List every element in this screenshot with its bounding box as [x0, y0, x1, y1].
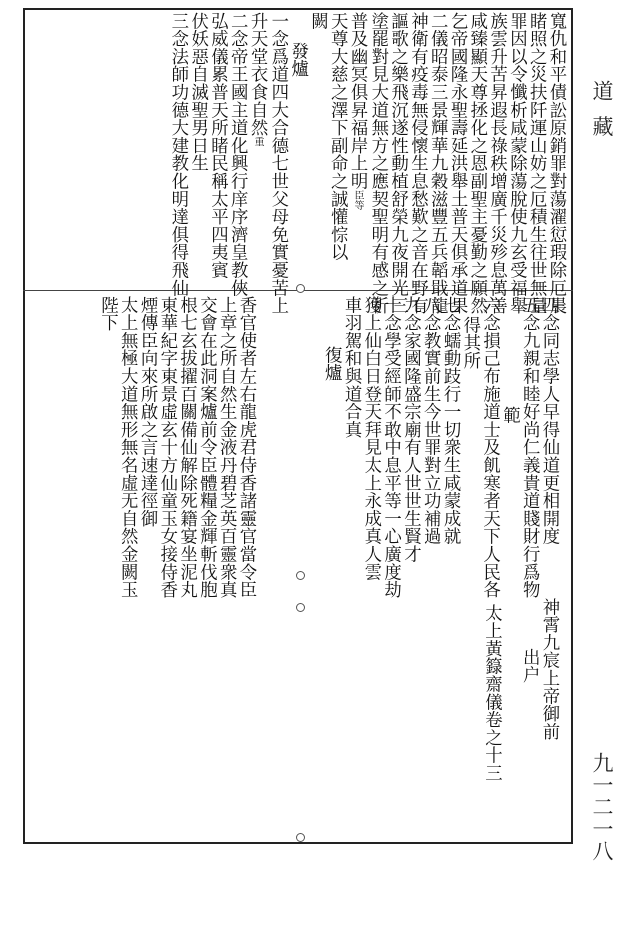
- text-line: 四念同志學人早得仙道更相開度: [539, 296, 559, 546]
- text-line: 八念教實前生今世罪對立功補過: [420, 296, 441, 546]
- text-line: 車羽駕和與道合真: [341, 296, 362, 439]
- text-line: 塗罷對見大道無方之應契聖明有感之祈: [367, 12, 388, 315]
- section-heading-fulu: 復爐: [321, 346, 342, 382]
- text-line: 根七玄拔擢百關備仙解除死籍宴坐泥丸: [176, 296, 197, 599]
- text-line: 七念蠕動跂行一切衆生咸蒙成就: [440, 296, 461, 546]
- text-line: 五念九親和睦好尚仁義貴道賤財行爲物: [519, 296, 540, 599]
- text-line: 一念爲道四大合德七世父母免實憂苦上: [267, 12, 288, 315]
- text-line: 咸臻顯天尊拯化之恩副聖主憂勤之願然: [466, 12, 487, 315]
- text-line: 太上無極大道無形無名虛无自然金闕玉: [117, 296, 138, 599]
- volume-title: 太上黃籙齋儀卷之十三: [481, 604, 502, 782]
- annotation: 臣等: [352, 190, 364, 210]
- collection-label: 道 藏: [590, 80, 614, 141]
- text-line: 弘威儀累普天所睹民稱太平四夷賓: [207, 12, 228, 279]
- annotation: 命之誠懽悰以: [327, 154, 348, 262]
- binding-hole: [296, 571, 305, 580]
- text-line: 神衛有疫毒無侵懷生息愁歎之音在野有: [407, 12, 428, 315]
- text-line: 上章之所自然生金液丹碧芝英百靈衆真: [216, 296, 237, 599]
- upper-text-block: [167, 12, 566, 315]
- text-line: 十念學受經師不敢中息平等一心廣度劫: [380, 296, 401, 599]
- text-line: 族雲升苦昇遐長祿秩增廣千災殄息萬善: [486, 12, 507, 315]
- text-line: 香官使者左右龍虎君侍香諸靈官當令臣: [236, 296, 256, 599]
- text-line: 六念損己布施道士及飢寒者天下人民各: [479, 296, 500, 599]
- text-line: 三念法師功德大建教化明達俱得飛仙: [167, 12, 188, 297]
- title-block: [481, 598, 558, 838]
- text-line: 謳歌之樂飛沉遂性動植舒榮九夜開光三: [387, 12, 408, 315]
- text-line: 陛下: [97, 296, 118, 332]
- que-marker: 闕: [307, 12, 328, 30]
- binding-hole: [296, 284, 305, 293]
- right-text-block: [320, 296, 559, 599]
- page-number: 九一二一八: [590, 752, 614, 862]
- text-line: 得其所: [459, 316, 480, 370]
- text-line: 獲上仙白日登天拜見太上永成真人雲: [360, 296, 381, 581]
- text-line: 天尊大慈之澤下副命之誠懽悰以: [327, 12, 348, 262]
- text-line: 寬仇和平債訟原銷罪對蕩濯愆瑕除厄晨: [546, 12, 566, 315]
- lower-text-block: [97, 296, 256, 599]
- binding-hole: [296, 833, 305, 842]
- text-line: 出户: [519, 648, 540, 684]
- text-line: 升天堂衣食自然重: [247, 12, 268, 147]
- text-line: 罪因以令懺析咸蒙除蕩脫使九玄受福舉: [506, 12, 527, 315]
- text-line: 九念家國隆盛宗廟有人世世生賢才: [400, 296, 421, 563]
- text-line: 範: [499, 406, 520, 424]
- text-line: 伏妖惡自滅聖男日生: [187, 12, 208, 173]
- text-line: 二儀昭泰三景輝華九穀滋豐五兵韜戢龍: [427, 12, 448, 315]
- annotation: 重: [252, 136, 264, 147]
- text-line: 普及幽冥俱昇福岸上明臣等: [347, 12, 368, 210]
- text-line: 東華紀字東景虛玄十方仙童玉女接侍香: [156, 296, 177, 599]
- text-line: 睹照之災扶阡運山妨之厄積生往世無量: [526, 12, 547, 315]
- text-line: 煙傳臣向來所啟之言速達徑御: [137, 296, 158, 528]
- text-line: 交會在此洞案爐前令臣體糧金輝斬伐胞: [196, 296, 217, 599]
- binding-hole: [296, 603, 305, 612]
- text-line: 二念帝王國主道化興行庠序濟皇教俠: [227, 12, 248, 297]
- text-line: 神霄九宸上帝御前: [539, 598, 559, 741]
- section-heading-falu: 發爐: [287, 42, 308, 78]
- text-line: 乞帝國隆永聖壽延洪舉土普天俱承道果: [447, 12, 468, 315]
